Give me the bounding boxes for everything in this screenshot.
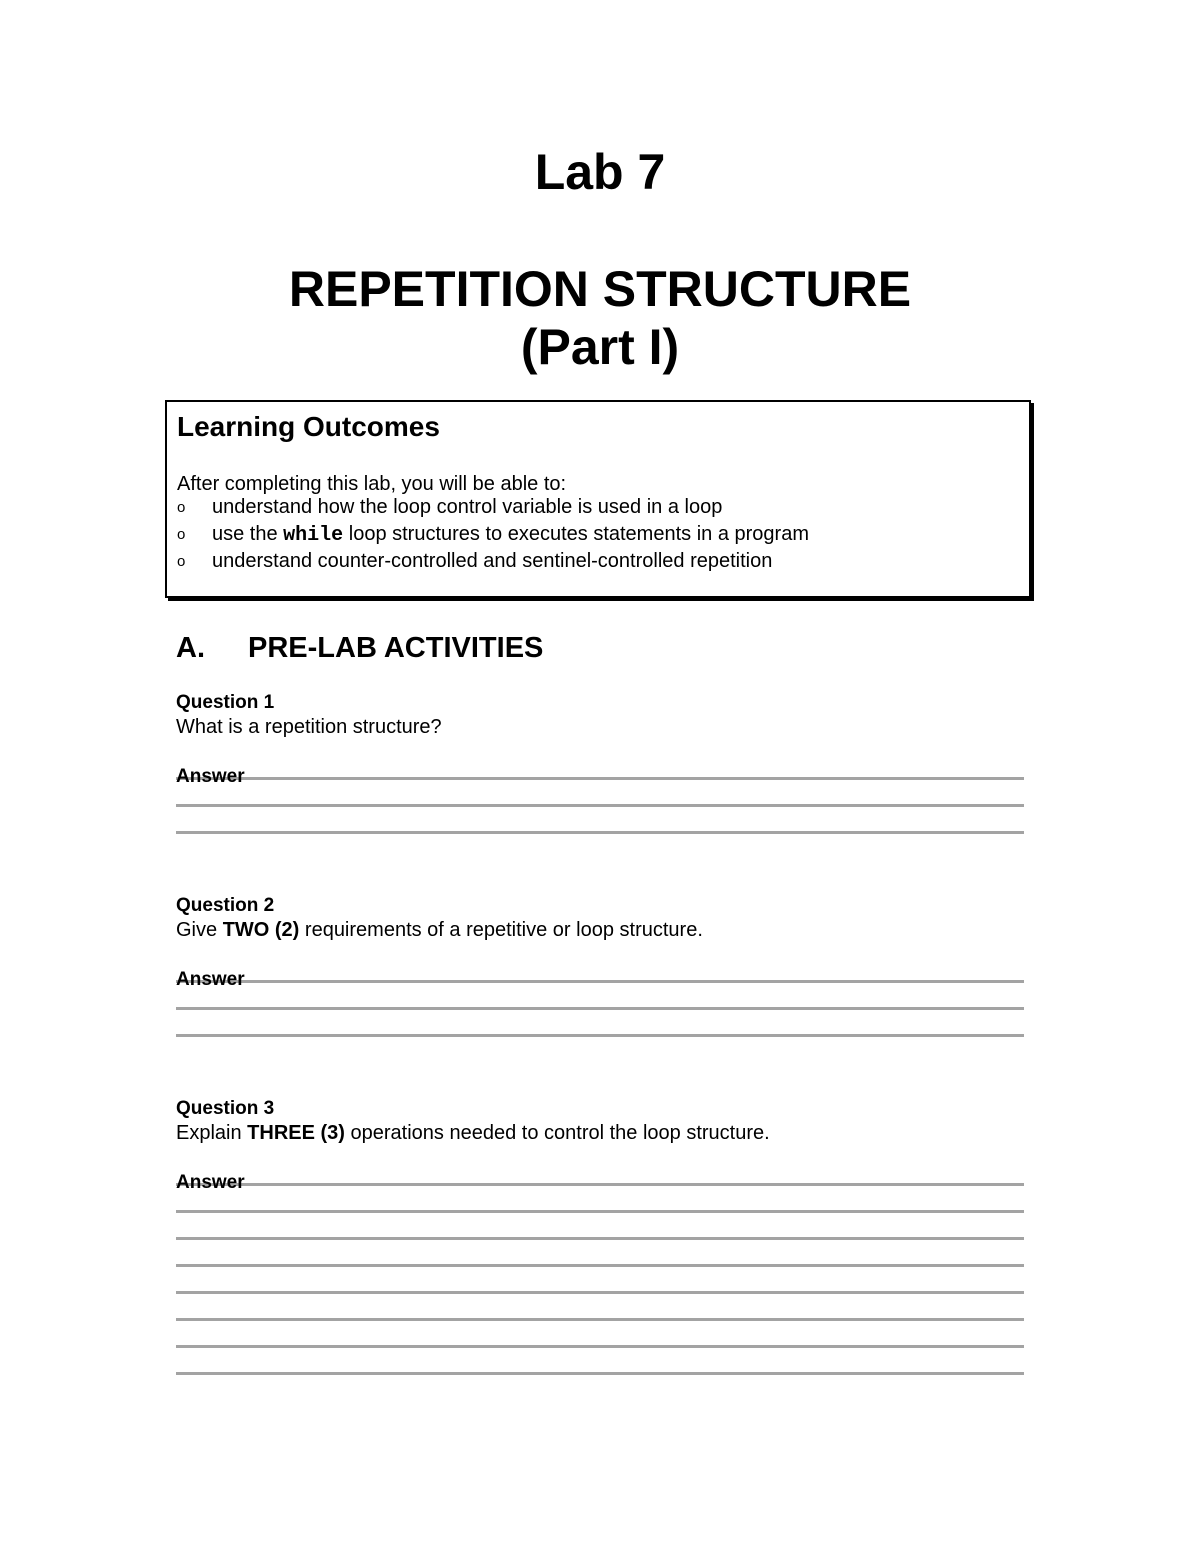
question-1 xyxy=(176,691,1026,858)
question-label: Question 2 xyxy=(176,895,275,916)
answer-line[interactable] xyxy=(176,1034,1024,1037)
answer-line[interactable] xyxy=(176,1345,1024,1348)
lab-title: Lab 7 xyxy=(534,144,666,200)
learning-outcomes-box xyxy=(165,400,1031,598)
question-text-after: requirements of a repetitive or loop structure. xyxy=(304,919,703,941)
section-letter: A. xyxy=(176,632,205,664)
answer-line[interactable] xyxy=(176,831,1024,834)
code-keyword: while xyxy=(283,523,344,547)
bullet-icon: o xyxy=(177,553,186,570)
list-item xyxy=(177,494,809,521)
outcome-text-after: loop structures to executes statements in a program xyxy=(348,522,809,545)
section-heading xyxy=(176,630,543,666)
question-text-after: operations needed to control the loop structure. xyxy=(350,1122,770,1144)
question-text-emphasis: THREE (3) xyxy=(247,1122,345,1144)
answer-label: Answer xyxy=(176,766,245,787)
outcome-text xyxy=(212,523,809,547)
section-title: PRE-LAB ACTIVITIES xyxy=(248,632,544,664)
question-label: Question 3 xyxy=(176,1098,275,1119)
question-text-emphasis: TWO (2) xyxy=(222,919,300,941)
learning-outcomes-heading: Learning Outcomes xyxy=(177,411,440,442)
learning-outcomes-list xyxy=(177,494,809,575)
learning-outcomes-intro: After completing this lab, you will be able to: xyxy=(177,473,567,495)
question-text xyxy=(176,1121,1026,1145)
list-item xyxy=(177,548,809,575)
question-text xyxy=(176,918,1026,942)
question-label: Question 1 xyxy=(176,692,275,713)
question-text-before: Explain xyxy=(176,1122,242,1144)
document-title-line2: (Part I) xyxy=(520,319,680,375)
answer-lines[interactable] xyxy=(176,1183,1026,1375)
answer-line[interactable] xyxy=(176,1372,1024,1375)
answer-label: Answer xyxy=(176,969,245,990)
answer-line[interactable] xyxy=(176,1237,1024,1240)
answer-line[interactable] xyxy=(176,1007,1024,1010)
question-2 xyxy=(176,894,1026,1061)
bullet-icon: o xyxy=(177,499,186,516)
answer-line[interactable] xyxy=(176,1264,1024,1267)
answer-line[interactable] xyxy=(176,1318,1024,1321)
outcome-text: understand how the loop control variable is used in a loop xyxy=(212,496,723,518)
document-title xyxy=(0,260,1200,376)
bullet-icon: o xyxy=(177,526,186,543)
answer-line[interactable] xyxy=(176,1210,1024,1213)
answer-line[interactable] xyxy=(176,804,1024,807)
outcome-text: understand counter-controlled and sentinel-controlled repetition xyxy=(212,550,773,572)
outcome-text-before: use the xyxy=(212,522,278,545)
list-item xyxy=(177,521,809,548)
answer-label: Answer xyxy=(176,1172,245,1193)
answer-line[interactable] xyxy=(176,1291,1024,1294)
question-text-before: Give xyxy=(176,919,218,941)
document-title-line1: REPETITION STRUCTURE xyxy=(288,261,912,317)
question-3 xyxy=(176,1097,1026,1399)
question-text: What is a repetition structure? xyxy=(176,716,442,738)
